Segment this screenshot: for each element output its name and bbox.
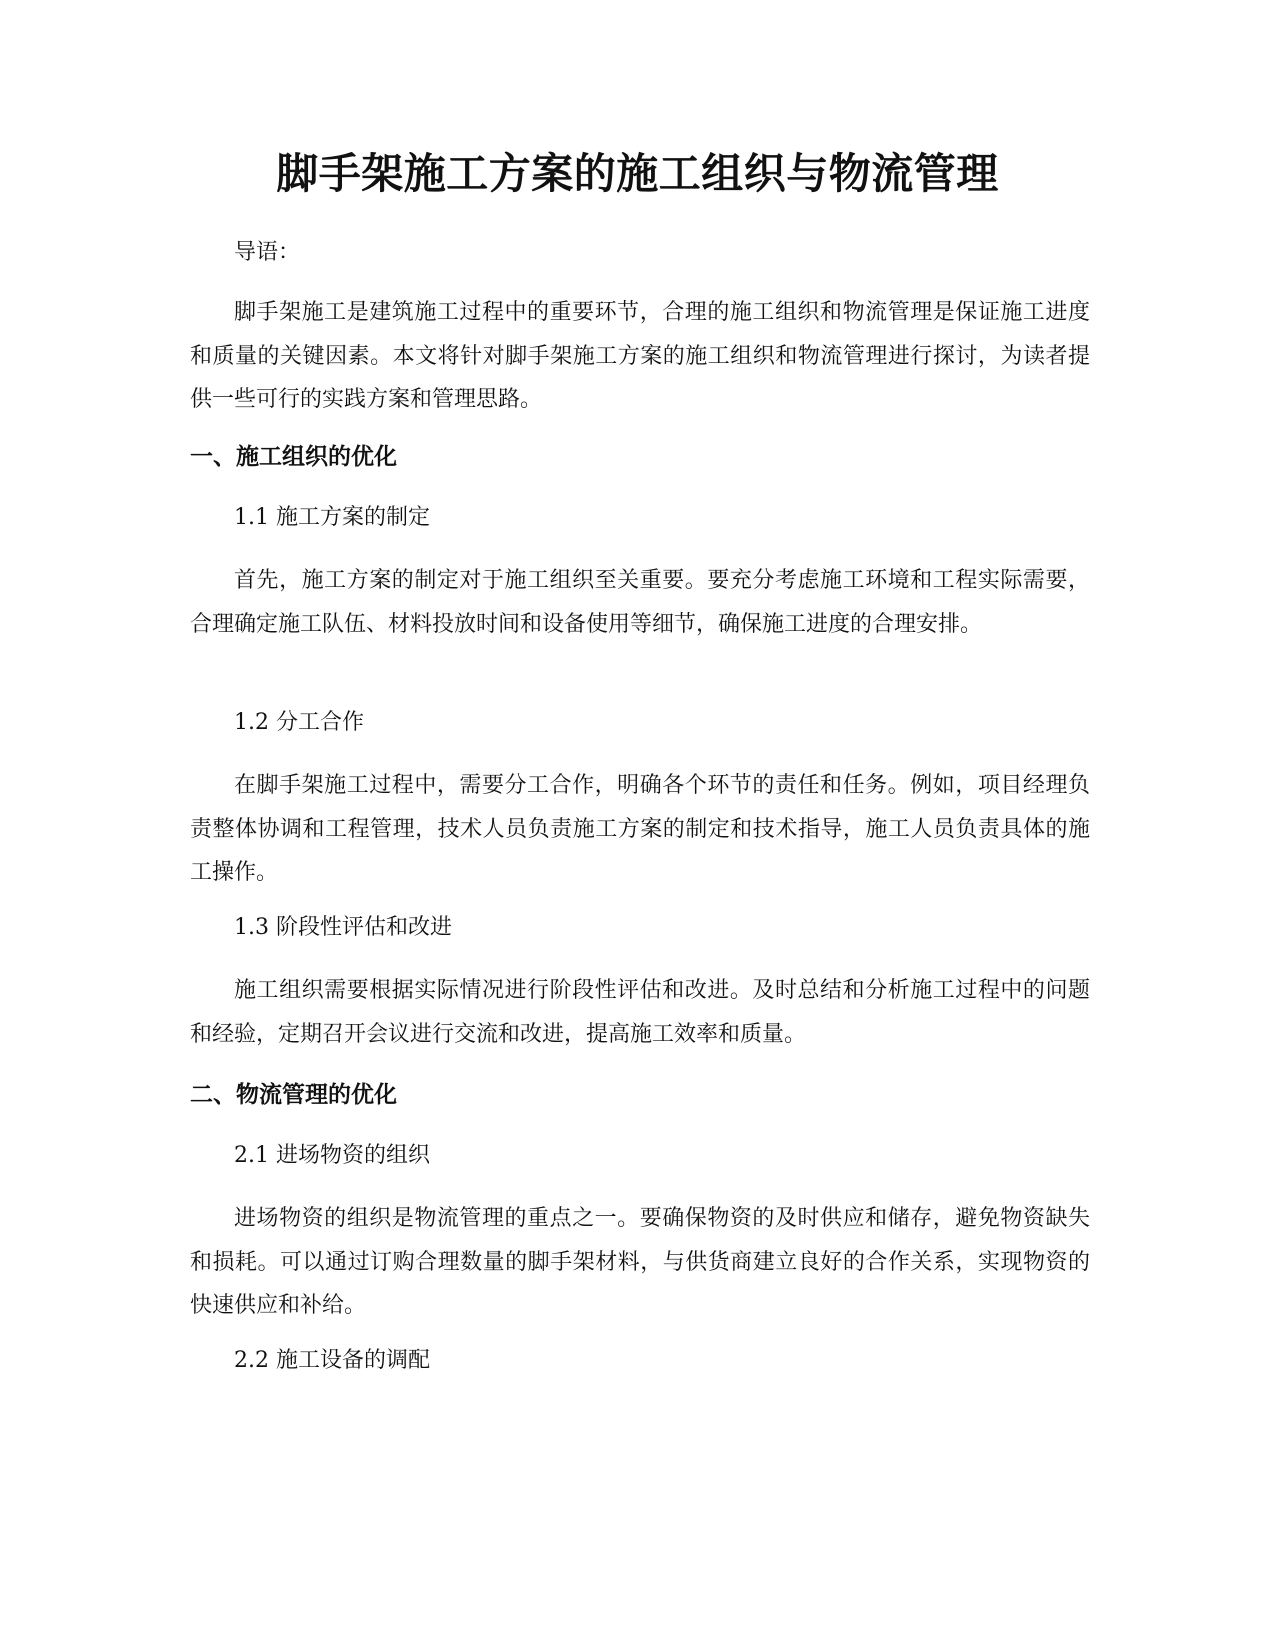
intro-label: 导语： [234,240,301,265]
subsection-text-2-1: 进场物资的组织是物流管理的重点之一。要确保物资的及时供应和储存，避免物资缺失和损耗。可以通过订购合理数量的脚手架材料，与供货商建立良好的合作关系，实现物资的快速供应和补给。 [190,1206,1090,1318]
subsection-text-1-2: 在脚手架施工过程中，需要分工合作，明确各个环节的责任和任务。例如，项目经理负责整体协调和工程管理，技术人员负责施工方案的制定和技术指导，施工人员负责具体的施工操作。 [190,773,1090,885]
subsection-title-2-1: 2.1 进场物资的组织 [234,1143,430,1168]
subsection-text-1-1: 首先，施工方案的制定对于施工组织至关重要。要充分考虑施工环境和工程实际需要，合理确定施工队伍、材料投放时间和设备使用等细节，确保施工进度的合理安排。 [190,568,1090,637]
document-title: 脚手架施工方案的施工组织与物流管理 [276,149,999,198]
section-heading-1: 一、施工组织的优化 [190,444,397,470]
subsection-text-1-3: 施工组织需要根据实际情况进行阶段性评估和改进。及时总结和分析施工过程中的问题和经验，定期召开会议进行交流和改进，提高施工效率和质量。 [190,978,1090,1047]
subsection-title-1-1: 1.1 施工方案的制定 [234,505,430,530]
subsection-title-1-3: 1.3 阶段性评估和改进 [234,915,452,940]
intro-paragraph: 脚手架施工是建筑施工过程中的重要环节，合理的施工组织和物流管理是保证施工进度和质量的关键因素。本文将针对脚手架施工方案的施工组织和物流管理进行探讨，为读者提供一些可行的实践方案和管理思路。 [190,300,1090,412]
subsection-title-2-2: 2.2 施工设备的调配 [234,1348,430,1373]
subsection-title-1-2: 1.2 分工合作 [234,710,364,735]
section-heading-2: 二、物流管理的优化 [190,1082,397,1108]
